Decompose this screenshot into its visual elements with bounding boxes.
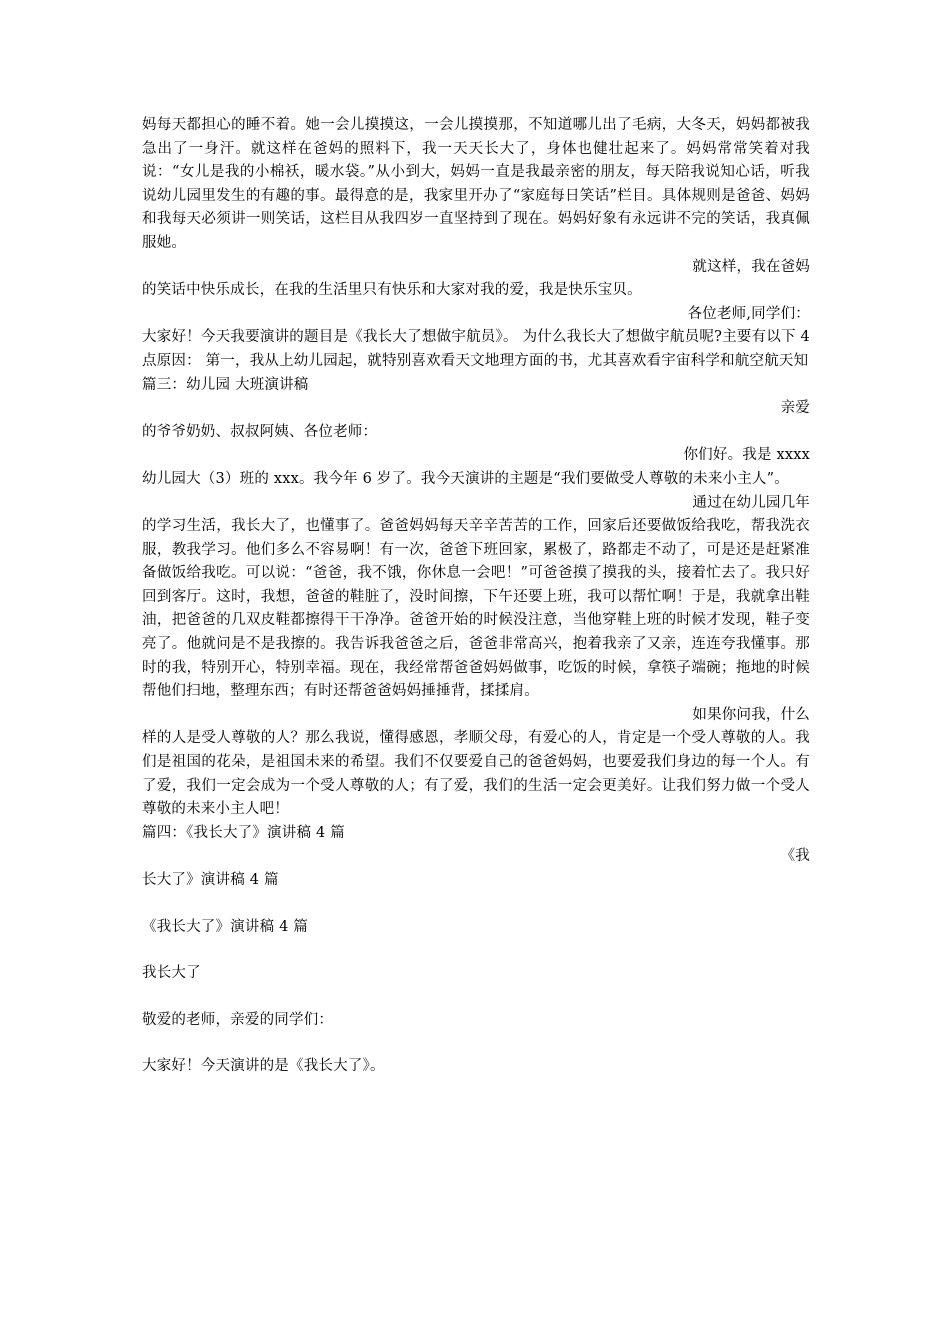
greeting-hello: 你们好。我是 xxxx (683, 447, 810, 464)
paragraph-kindergarten-start: 通过在幼儿园几年 (692, 494, 810, 511)
paragraph-respected-person: 样的人是受人尊敬的人？那么我说，懂得感恩，孝顺父母，有爱心的人，肯定是一个受人尊敬的人。我们是祖国的花朵，是祖国未来的希望。我们不仅要爱自己的爸爸妈妈，也要爱我们身边的每一个人。有了爱，我们一定会成为一个受人尊敬的人；有了爱，我们的生活一定会更美好。让我们努力做一个受人尊敬的未来小主人吧！ (142, 730, 810, 818)
speech-title: 《我长大了》演讲稿 4 篇 (142, 918, 309, 935)
speech-greeting: 敬爱的老师，亲爱的同学们： (142, 1011, 334, 1028)
title-fragment-continued: 长大了》演讲稿 4 篇 (142, 872, 279, 888)
speech-opening: 大家好！今天演讲的是《我长大了》。 (142, 1058, 385, 1075)
paragraph-question-start: 如果你问我，什么 (692, 706, 810, 723)
spacer (142, 1032, 810, 1055)
greeting-teachers-students: 各位老师,同学们： (687, 305, 810, 322)
paragraph-astronaut: 大家好！今天我要演讲的题目是《我长大了想做宇航员》。 为什么我长大了想做宇航员呢?主要有以下 4 点原因： 第一，我从上幼儿园起，就特别喜欢看天文地理方面的书，尤其喜欢看宇宙科学和航空航天知 (142, 329, 810, 369)
title-fragment: 《我 (780, 848, 810, 865)
paragraph-continuation-start: 就这样，我在爸妈 (692, 258, 810, 275)
paragraph-happy-baby: 的笑话中快乐成长，在我的生活里只有快乐和大家对我的爱，我是快乐宝贝。 (142, 282, 642, 299)
spacer (142, 939, 810, 962)
section-heading-4: 篇四：《我长大了》演讲稿 4 篇 (142, 824, 345, 841)
spacer (142, 893, 810, 916)
spacer (142, 986, 810, 1009)
speech-subtitle: 我长大了 (142, 965, 201, 982)
greeting-audience: 的爷爷奶奶、叔叔阿姨、各位老师： (142, 423, 378, 440)
paragraph-mother-care: 妈每天都担心的睡不着。她一会儿摸摸这，一会儿摸摸那，不知道哪儿出了毛病，大冬天，妈妈都被我急出了一身汗。就这样在爸妈的照料下，我一天天长大了，身体也健壮起来了。妈妈常常笑着对我说：“女儿是我的小棉袄，暖水袋。”从小到大，妈妈一直是我最亲密的朋友，每天陪我说知心话，听我说幼儿园里发生的有趣的事。最得意的是，我家里开办了“家庭每日笑话”栏目。具体规则是爸爸、妈妈和我每天必须讲一则笑话，这栏目从我四岁一直坚持到了现在。妈妈好象有永远讲不完的笑话，我真佩服她。 (142, 117, 810, 251)
greeting-dear: 亲爱 (780, 400, 810, 417)
document-body (142, 114, 810, 1079)
paragraph-helping-dad: 的学习生活，我长大了，也懂事了。爸爸妈妈每天辛辛苦苦的工作，回家后还要做饭给我吃，帮我洗衣服，教我学习。他们多么不容易啊！有一次，爸爸下班回家，累极了，路都走不动了，可是还是赶紧准备做饭给我吃。可以说：“爸爸，我不饿，你休息一会吧！”可爸爸摸了摸我的头，接着忙去了。我只好回到客厅。这时，我想，爸爸的鞋脏了，没时间擦，下午还要上班，我可以帮忙啊！于是，我就拿出鞋油，把爸爸的几双皮鞋都擦得干干净净。爸爸开始的时候没注意，当他穿鞋上班的时候才发现，鞋子变亮了。他就问是不是我擦的。我告诉我爸爸之后，爸爸非常高兴，抱着我亲了又亲，连连夸我懂事。那时的我，特别开心，特别幸福。现在，我经常帮爸爸妈妈做事，吃饭的时候，拿筷子端碗；拖地的时候帮他们扫地，整理东西；有时还帮爸爸妈妈捶捶背，揉揉肩。 (142, 518, 810, 700)
section-heading-3: 篇三：幼儿园 大班演讲稿 (142, 376, 309, 393)
paragraph-intro-theme: 幼儿园大（3）班的 xxx。我今年 6 岁了。我今天演讲的主题是“我们要做受人尊敬的未来小主人”。 (142, 470, 789, 487)
